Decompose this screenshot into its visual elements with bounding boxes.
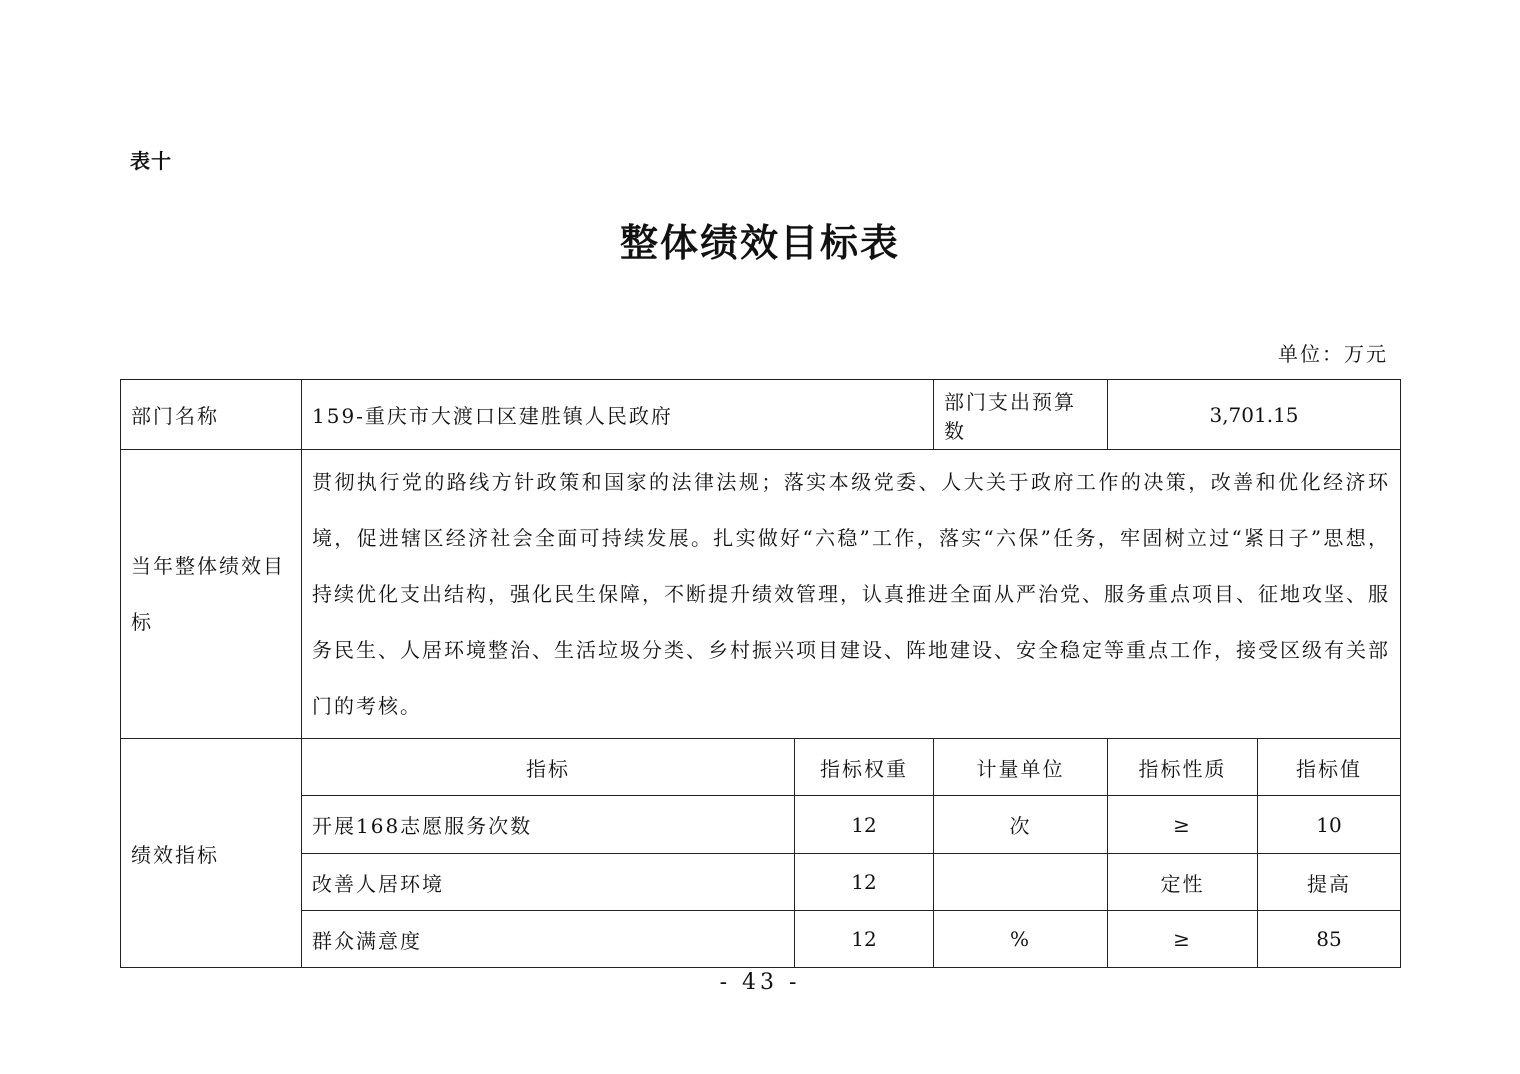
indicator-name: 改善人居环境 — [302, 854, 795, 911]
indicator-nature: 定性 — [1108, 854, 1258, 911]
budget-value: 3,701.15 — [1108, 380, 1401, 450]
header-indicator: 指标 — [302, 739, 795, 796]
goal-label: 当年整体绩效目标 — [121, 450, 302, 739]
indicator-weight: 12 — [795, 911, 934, 968]
indicator-value: 85 — [1258, 911, 1401, 968]
dept-name-value: 159-重庆市大渡口区建胜镇人民政府 — [302, 380, 934, 450]
budget-label: 部门支出预算数 — [934, 380, 1108, 450]
header-value: 指标值 — [1258, 739, 1401, 796]
indicators-label: 绩效指标 — [121, 739, 302, 968]
indicator-value: 10 — [1258, 796, 1401, 854]
table-label: 表十 — [130, 149, 172, 173]
header-unit: 计量单位 — [934, 739, 1108, 796]
goal-row — [121, 450, 1401, 739]
performance-goal-table — [120, 379, 1401, 968]
indicator-unit — [934, 854, 1108, 911]
dept-name-label: 部门名称 — [121, 380, 302, 450]
indicator-header-row — [121, 739, 1401, 796]
indicator-unit: % — [934, 911, 1108, 968]
indicator-weight: 12 — [795, 796, 934, 854]
table-row — [121, 796, 1401, 854]
indicator-weight: 12 — [795, 854, 934, 911]
table-row — [121, 854, 1401, 911]
unit-note: 单位：万元 — [1278, 342, 1388, 366]
header-weight: 指标权重 — [795, 739, 934, 796]
indicator-nature: ≥ — [1108, 796, 1258, 854]
header-nature: 指标性质 — [1108, 739, 1258, 796]
indicator-unit: 次 — [934, 796, 1108, 854]
indicator-name: 开展168志愿服务次数 — [302, 796, 795, 854]
indicator-value: 提高 — [1258, 854, 1401, 911]
indicator-name: 群众满意度 — [302, 911, 795, 968]
indicator-nature: ≥ — [1108, 911, 1258, 968]
dept-row — [121, 380, 1401, 450]
document-title: 整体绩效目标表 — [619, 221, 900, 265]
table-row — [121, 911, 1401, 968]
page-number: - 43 - — [719, 970, 801, 995]
goal-text: 贯彻执行党的路线方针政策和国家的法律法规；落实本级党委、人大关于政府工作的决策，改善和优化经济环境，促进辖区经济社会全面可持续发展。扎实做好“六稳”工作，落实“六保”任务，牢固树立过“紧日子”思想，持续优化支出结构，强化民生保障，不断提升绩效管理，认真推进全面从严治党、服务重点项目、征地攻坚、服务民生、人居环境整治、生活垃圾分类、乡村振兴项目建设、阵地建设、安全稳定等重点工作，接受区级有关部门的考核。 — [302, 450, 1401, 739]
